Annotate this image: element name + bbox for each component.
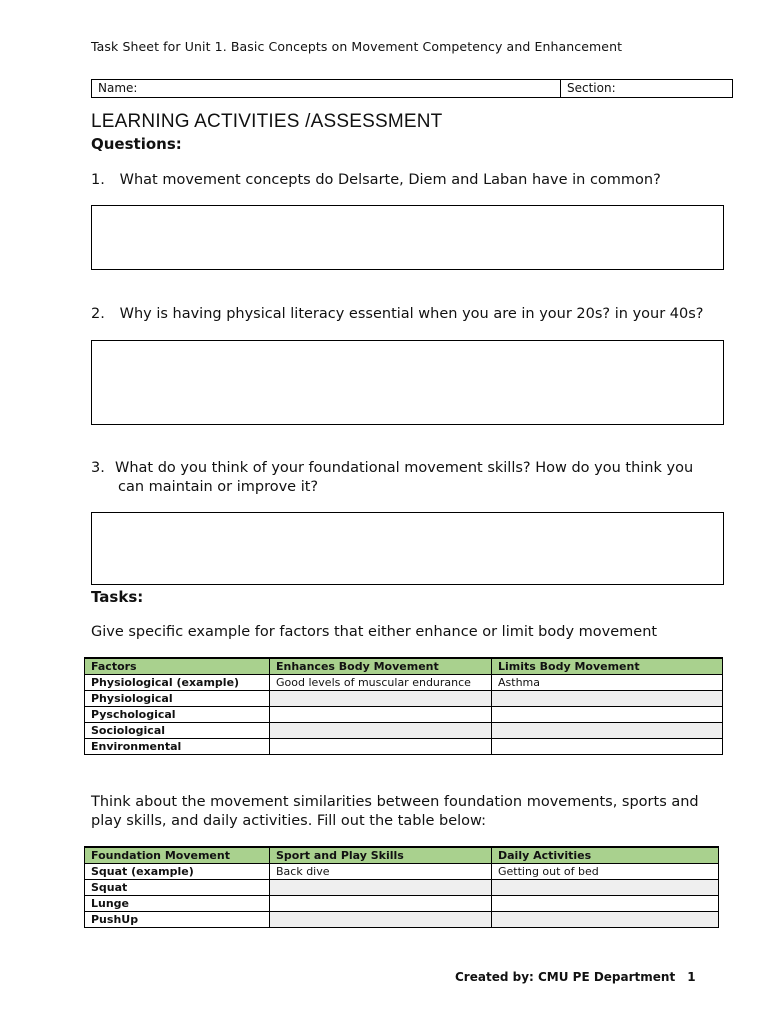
question-text: Why is having physical literacy essential when you are in your 20s? in your 40s?	[119, 306, 704, 322]
table-cell[interactable]	[270, 707, 492, 723]
task2-instruction-line1: Think about the movement similarities between foundation movements, sports and	[91, 794, 699, 810]
page-number: 1	[687, 970, 696, 984]
table-header-row	[85, 658, 723, 675]
question-text-line2: can maintain or improve it?	[118, 479, 319, 495]
name-field[interactable]	[92, 80, 561, 97]
row-label: Lunge	[85, 896, 270, 912]
task1-instruction: Give specific example for factors that either enhance or limit body movement	[91, 624, 658, 640]
table-header-row	[85, 847, 719, 864]
question-number: 2.	[91, 306, 105, 322]
table-row	[85, 896, 719, 912]
question-text: What movement concepts do Delsarte, Diem and Laban have in common?	[119, 172, 661, 188]
table-row	[85, 739, 723, 755]
row-label: PushUp	[85, 912, 270, 928]
table-cell[interactable]	[492, 896, 719, 912]
table-cell[interactable]	[270, 912, 492, 928]
created-by: Created by: CMU PE Department	[455, 970, 676, 984]
column-header: Limits Body Movement	[492, 658, 723, 675]
name-section-box	[91, 79, 733, 98]
table-cell[interactable]	[492, 691, 723, 707]
table-cell[interactable]	[492, 723, 723, 739]
task2-instruction	[91, 793, 699, 831]
answer-box-3[interactable]	[91, 512, 724, 585]
document-header: Task Sheet for Unit 1. Basic Concepts on Movement Competency and Enhancement	[91, 39, 623, 54]
table-cell[interactable]	[492, 739, 723, 755]
answer-box-2[interactable]	[91, 340, 724, 425]
row-label: Physiological (example)	[85, 675, 270, 691]
table-row	[85, 723, 723, 739]
question-2	[91, 305, 703, 324]
row-label: Squat (example)	[85, 864, 270, 880]
column-header: Sport and Play Skills	[270, 847, 492, 864]
learning-activities-heading: LEARNING ACTIVITIES /ASSESSMENT	[91, 111, 443, 132]
answer-box-1[interactable]	[91, 205, 724, 270]
table-cell[interactable]	[492, 880, 719, 896]
tasks-heading: Tasks:	[91, 588, 144, 606]
table-row	[85, 707, 723, 723]
table-cell[interactable]: Asthma	[492, 675, 723, 691]
table-row	[85, 864, 719, 880]
table-row	[85, 880, 719, 896]
task2-instruction-line2: play skills, and daily activities. Fill out the table below:	[91, 813, 486, 829]
row-label: Environmental	[85, 739, 270, 755]
question-number: 1.	[91, 172, 105, 188]
name-label: Name:	[98, 81, 138, 95]
row-label: Pyschological	[85, 707, 270, 723]
table-cell[interactable]	[270, 723, 492, 739]
table-cell[interactable]	[270, 896, 492, 912]
table-cell[interactable]: Getting out of bed	[492, 864, 719, 880]
row-label: Physiological	[85, 691, 270, 707]
column-header: Enhances Body Movement	[270, 658, 492, 675]
table-cell[interactable]	[492, 707, 723, 723]
table-row	[85, 675, 723, 691]
factors-table	[84, 657, 723, 755]
question-3	[91, 459, 693, 497]
question-text-line1: What do you think of your foundational movement skills? How do you think you	[115, 460, 694, 476]
section-label: Section:	[567, 81, 616, 95]
table-cell[interactable]	[270, 739, 492, 755]
page-footer	[455, 970, 696, 984]
row-label: Sociological	[85, 723, 270, 739]
table-cell[interactable]	[270, 691, 492, 707]
movement-table	[84, 846, 719, 928]
column-header: Factors	[85, 658, 270, 675]
table-cell[interactable]	[492, 912, 719, 928]
table-row	[85, 912, 719, 928]
table-row	[85, 691, 723, 707]
column-header: Foundation Movement	[85, 847, 270, 864]
question-number: 3.	[91, 460, 105, 476]
table-cell[interactable]	[270, 880, 492, 896]
table-cell[interactable]: Back dive	[270, 864, 492, 880]
table-cell[interactable]: Good levels of muscular endurance	[270, 675, 492, 691]
column-header: Daily Activities	[492, 847, 719, 864]
section-field[interactable]	[561, 80, 732, 97]
question-1	[91, 171, 661, 190]
questions-heading: Questions:	[91, 135, 182, 153]
row-label: Squat	[85, 880, 270, 896]
